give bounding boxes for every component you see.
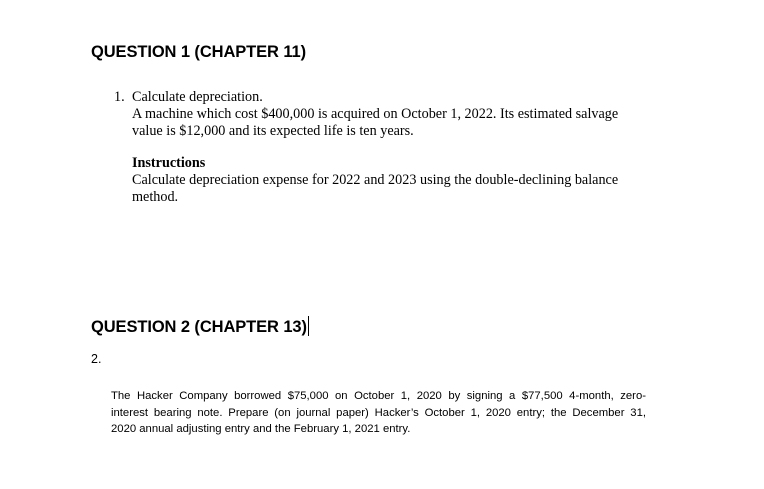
question-2-item-number: 2. (91, 352, 102, 366)
question-1-body-line: A machine which cost $400,000 is acquired on October 1, 2022. Its estimated salvage (132, 106, 619, 122)
question-1-item-number: 1. (114, 89, 125, 105)
question-2-body-line: interest bearing note. Prepare (on journal paper) Hacker’s October 1, 2020 entry; the December 31, (111, 406, 646, 419)
question-2-body (111, 388, 646, 438)
question-1-instructions-line: method. (132, 189, 179, 205)
question-1-heading-text: QUESTION 1 (CHAPTER 11) (91, 43, 306, 61)
question-1-body (132, 106, 652, 140)
question-2-heading[interactable] (91, 316, 309, 337)
question-1-body-line: value is $12,000 and its expected life is ten years. (132, 123, 414, 139)
question-2-body-line: 2020 annual adjusting entry and the February 1, 2021 entry. (111, 423, 411, 435)
question-2-body-line: The Hacker Company borrowed $75,000 on October 1, 2020 by signing a $77,500 4-month, zero- (111, 390, 646, 402)
text-cursor (308, 316, 309, 336)
question-2-heading-text: QUESTION 2 (CHAPTER 13) (91, 318, 307, 336)
question-1-item-title: Calculate depreciation. (132, 89, 263, 105)
question-1-instructions-line: Calculate depreciation expense for 2022 and 2023 using the double-declining balance (132, 172, 619, 188)
question-1-instructions-body (132, 172, 652, 206)
question-1-heading (91, 43, 306, 62)
question-1-instructions-heading: Instructions (132, 155, 206, 171)
